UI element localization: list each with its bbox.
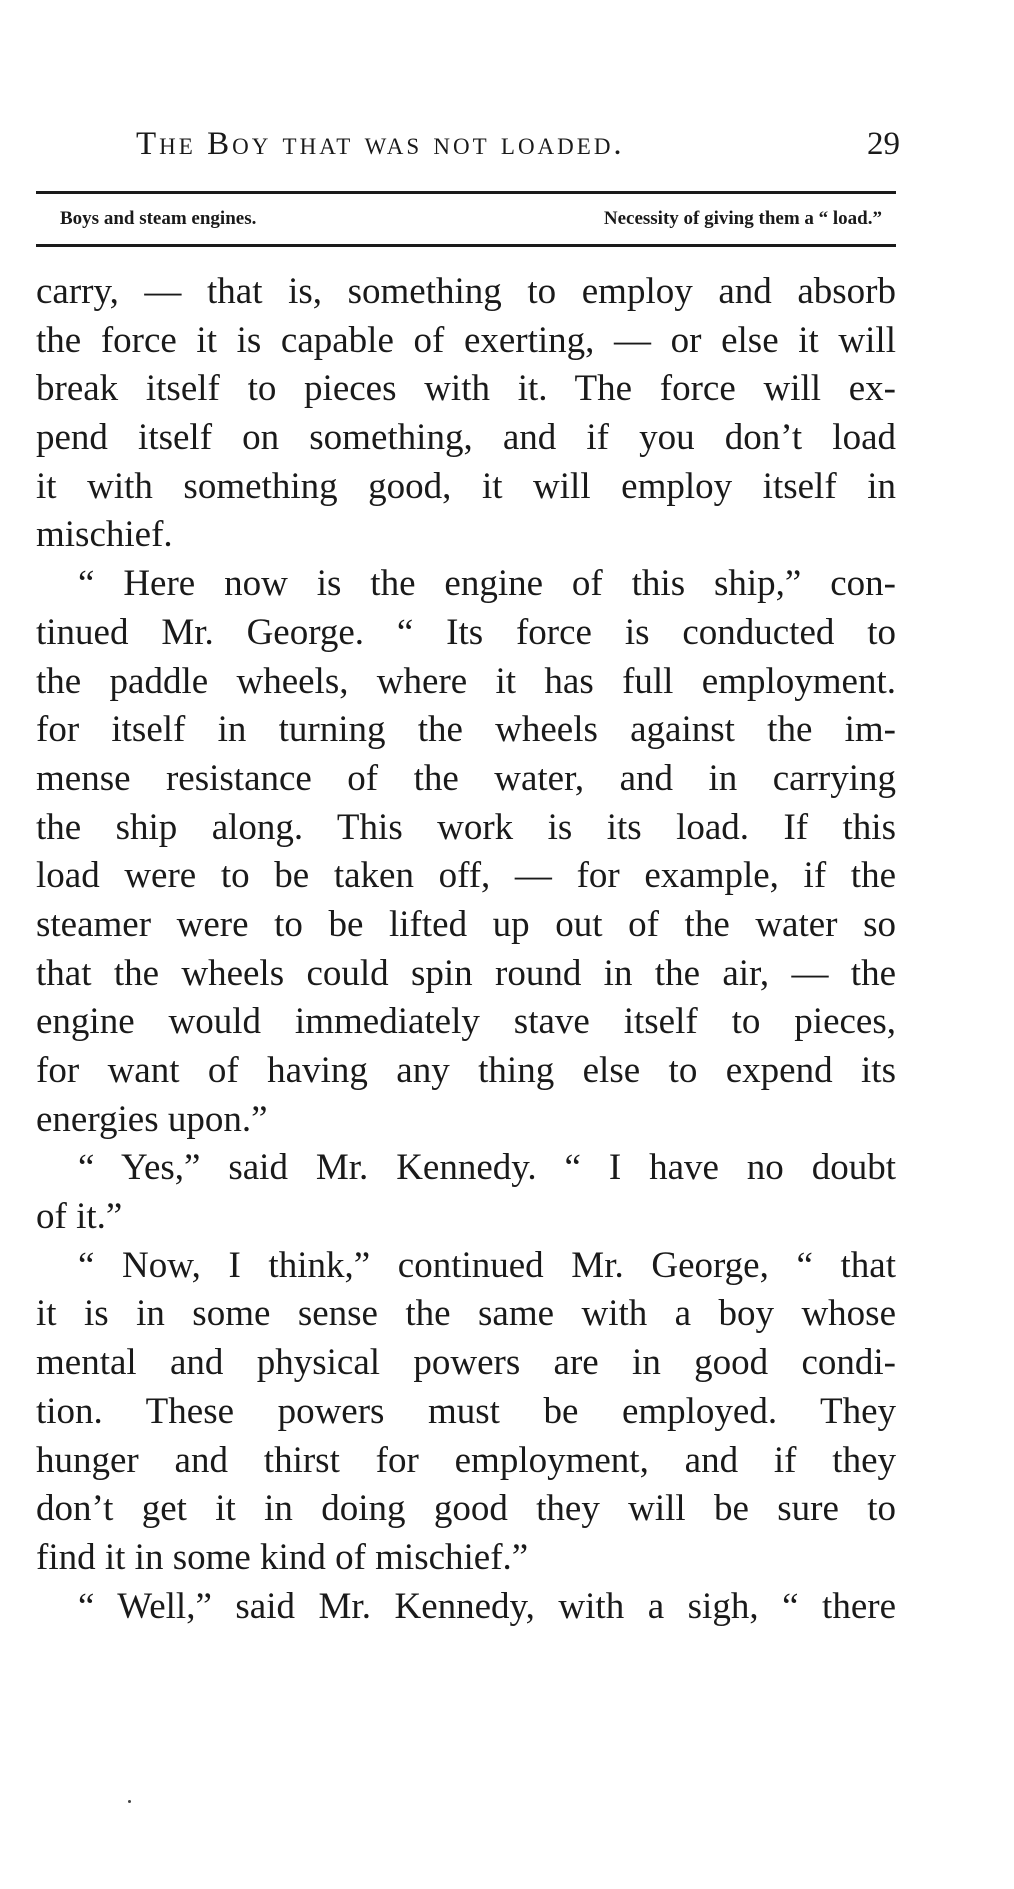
text-line: pend itself on something, and if you don’t load: [36, 417, 896, 459]
text-line: the ship along. This work is its load. If this: [36, 806, 896, 848]
text-line: mental and physical powers are in good condi-: [36, 1342, 896, 1384]
text-line: “ Here now is the engine of this ship,” con-: [78, 563, 896, 605]
section-subheads: [36, 204, 896, 238]
text-line: of it.”: [36, 1196, 123, 1238]
page-number: 29: [867, 126, 900, 162]
running-title: The Boy that was not loaded.: [136, 126, 625, 162]
text-line: it is in some sense the same with a boy whose: [36, 1293, 896, 1335]
text-line: mischief.: [36, 514, 173, 556]
subhead-right: Necessity of giving them a “ load.”: [603, 208, 882, 229]
text-line: steamer were to be lifted up out of the water so: [36, 903, 896, 945]
text-line: energies upon.”: [36, 1098, 268, 1140]
text-line: mense resistance of the water, and in carrying: [36, 757, 896, 799]
print-speck: [128, 1800, 131, 1803]
text-line: for want of having any thing else to expend its: [36, 1050, 896, 1091]
body-text: [36, 268, 896, 1631]
text-line: for itself in turning the wheels against the im-: [36, 709, 896, 751]
text-line: hunger and thirst for employment, and if they: [36, 1439, 896, 1481]
text-line: engine would immediately stave itself to pieces,: [36, 1001, 896, 1043]
text-line: “ Yes,” said Mr. Kennedy. “ I have no doubt: [78, 1147, 896, 1189]
text-line: carry, — that is, something to employ and absorb: [36, 271, 896, 312]
text-line: find it in some kind of mischief.”: [36, 1536, 529, 1578]
header-rule-bottom: [36, 244, 896, 247]
text-line: the force it is capable of exerting, — or else it will: [36, 319, 896, 361]
header-rule-top: [36, 191, 896, 194]
text-line: load were to be taken off, — for example, if the: [36, 855, 896, 897]
running-head: [36, 126, 906, 172]
text-line: that the wheels could spin round in the air, — the: [36, 952, 896, 994]
text-line: tion. These powers must be employed. They: [36, 1390, 896, 1432]
subhead-left: Boys and steam engines.: [60, 208, 257, 229]
text-line: don’t get it in doing good they will be sure to: [36, 1488, 896, 1530]
text-line: “ Well,” said Mr. Kennedy, with a sigh, “ there: [78, 1585, 896, 1627]
text-line: break itself to pieces with it. The force will ex-: [36, 368, 896, 410]
text-line: it with something good, it will employ itself in: [36, 465, 896, 507]
text-line: “ Now, I think,” continued Mr. George, “ that: [78, 1244, 896, 1286]
text-line: the paddle wheels, where it has full employment.: [36, 660, 896, 702]
text-line: tinued Mr. George. “ Its force is conducted to: [36, 611, 896, 653]
